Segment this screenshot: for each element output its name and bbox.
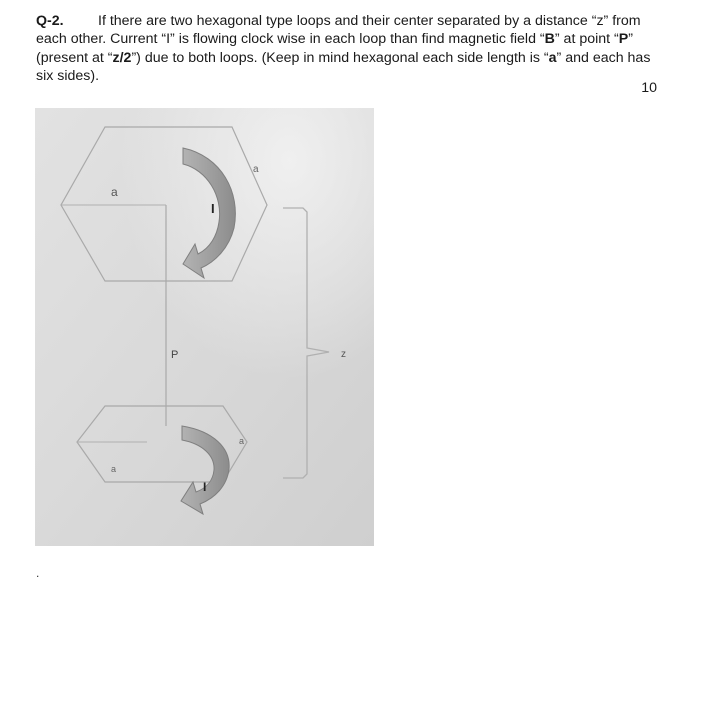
question-text-part: ” at point “ [554,31,619,48]
bottom-side-label-left: a [111,464,117,474]
question-body [36,13,650,84]
hexagon-loops-figure [35,108,374,546]
figure-drawing [35,108,374,546]
question-number: Q-2. [36,13,64,29]
field-symbol-b: B [544,31,555,48]
marks-value: 10 [641,80,657,96]
question-text-part: ” (present at “ [36,31,633,66]
top-current-label: I [211,201,215,216]
stray-dot: . [36,566,40,580]
bottom-current-label: I [203,480,207,494]
distance-z-label: z [341,349,346,360]
side-length-symbol: a [548,49,557,66]
half-distance-symbol: z/2 [112,49,132,66]
question-text-part: ”) due to both loops. (Keep in mind hexagonal each side length is “ [131,49,549,66]
question-text-part: If there are two hexagonal type loops and their center separated by a distance “z” from each other. Current “I” is flowing clock wise in each loop than find magnetic field “ [36,13,641,48]
top-side-label-left: a [111,185,118,199]
point-symbol-p: P [618,31,629,48]
point-p-label: P [171,349,179,361]
top-side-label-right: a [253,164,259,175]
question-text-part: ” and each has six sides). [36,49,651,85]
bottom-side-label-right: a [239,436,245,446]
question-text [36,12,666,86]
